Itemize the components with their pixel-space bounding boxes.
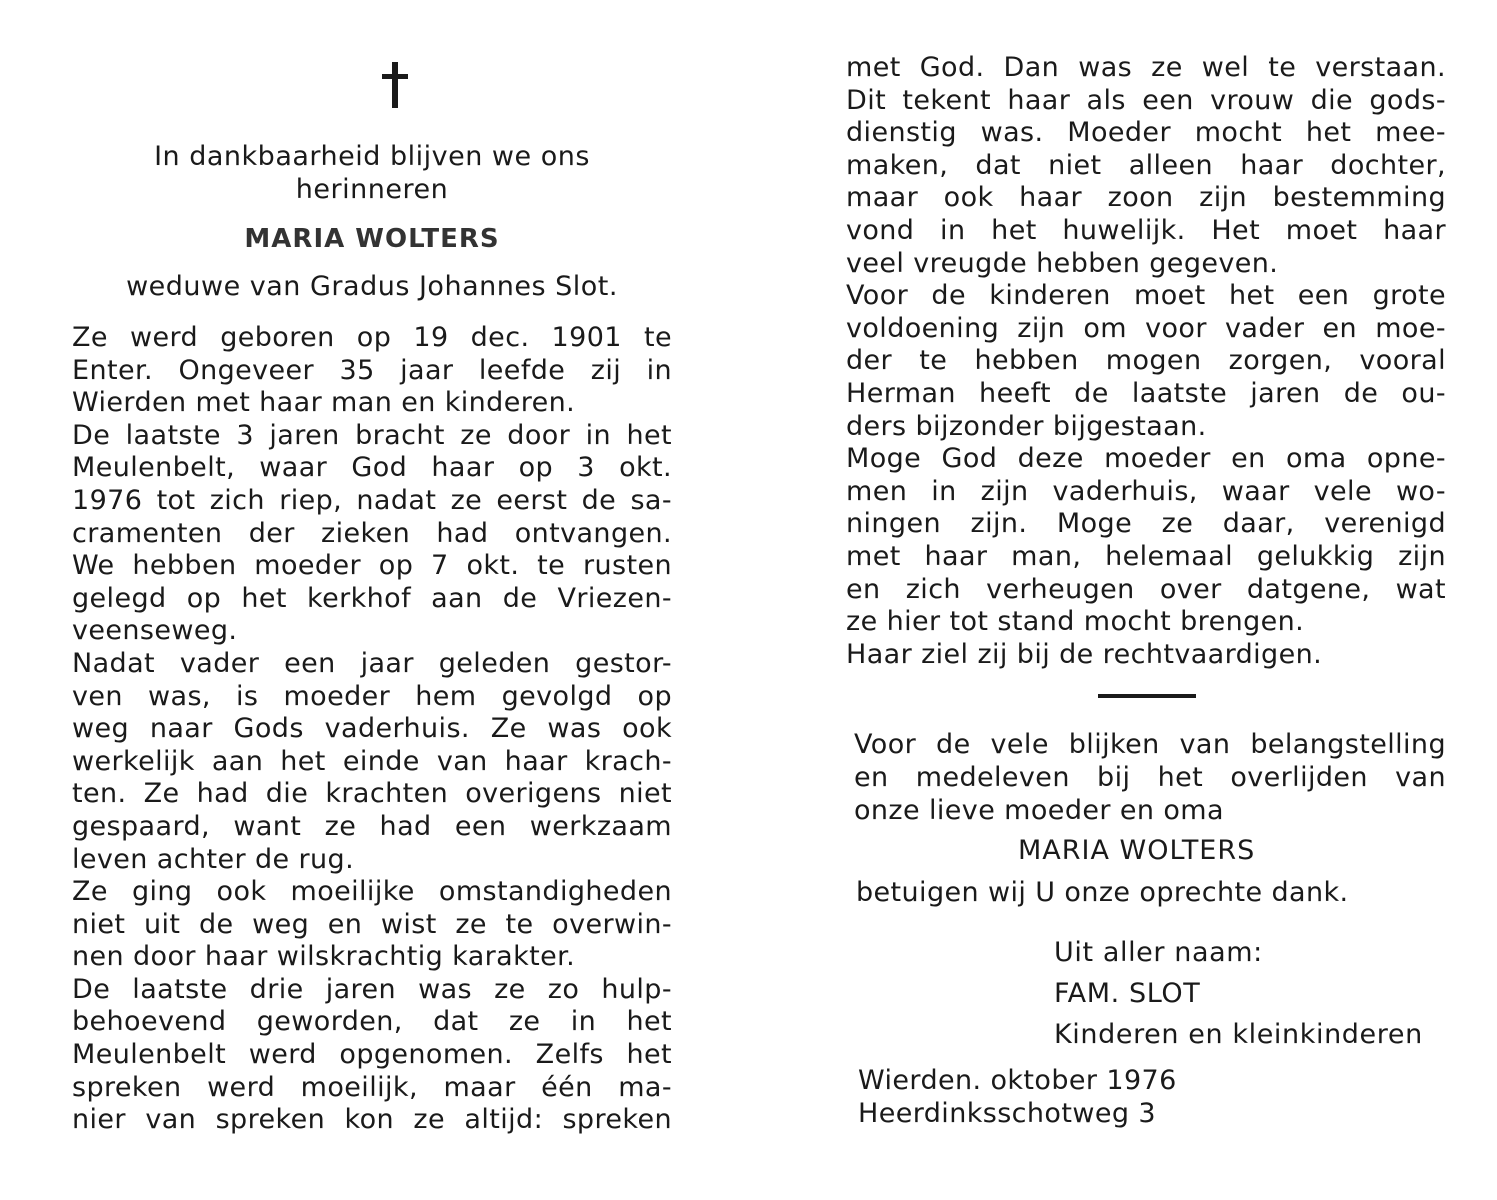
text-line: met God. Dan was ze wel te verstaan. <box>846 52 1446 83</box>
text-line: niet uit de weg en wist ze te overwin- <box>72 908 672 940</box>
cross-horizontal-bar <box>382 74 408 79</box>
paragraph <box>846 639 1446 672</box>
left-column <box>72 0 672 1200</box>
text-line: Voor de kinderen moet het een grote <box>846 280 1446 312</box>
text-line: behoevend geworden, dat ze in het <box>72 1006 672 1038</box>
text-line: De laatste 3 jaren bracht ze door in het <box>72 419 672 451</box>
text-line: en medeleven bij het overlijden van <box>854 762 1446 793</box>
left-body-text <box>72 322 672 1137</box>
text-line: ten. Ze had die krachten overigens niet <box>72 778 672 810</box>
text-line: maar ook haar zoon zijn bestemming <box>846 182 1446 214</box>
right-body-text <box>846 52 1446 671</box>
intro-text <box>72 140 672 206</box>
paragraph <box>846 52 1446 280</box>
text-line: 1976 tot zich riep, nadat ze eerst de sa- <box>72 484 672 516</box>
text-line: Dit tekent haar als een vrouw die gods- <box>846 84 1446 116</box>
text-line: De laatste drie jaren was ze zo hulp- <box>72 973 672 1005</box>
text-line: Meulenbelt, waar God haar op 3 okt. <box>72 452 672 484</box>
widow-of-line: weduwe van Gradus Johannes Slot. <box>126 271 618 302</box>
paragraph <box>846 443 1446 639</box>
text-line: Enter. Ongeveer 35 jaar leefde zij in <box>72 354 672 386</box>
text-line: cramenten der zieken had ontvangen. <box>72 517 672 549</box>
place-date: Wierden. oktober 1976 <box>858 1065 1177 1096</box>
paragraph <box>72 322 672 420</box>
text-line: leven achter de rug. <box>72 843 355 875</box>
text-line: maken, dat niet alleen haar dochter, <box>846 149 1446 181</box>
text-line: Wierden met haar man en kinderen. <box>72 387 576 419</box>
text-line: We hebben moeder op 7 okt. te rusten <box>72 550 672 582</box>
text-line: en zich verheugen over datgene, wat <box>846 573 1446 605</box>
paragraph <box>846 280 1446 443</box>
text-line: werkelijk aan het einde van haar krach- <box>72 745 672 777</box>
signature-line: Uit aller naam: <box>1054 937 1263 968</box>
text-line: onze lieve moeder en oma <box>854 795 1224 826</box>
thanks-deceased-name: MARIA WOLTERS <box>1018 835 1256 866</box>
cross-icon <box>382 62 408 108</box>
text-line: veel vreugde hebben gegeven. <box>846 247 1279 279</box>
address: Heerdinksschotweg 3 <box>858 1098 1156 1129</box>
text-line: ven was, is moeder hem gevolgd op <box>72 680 672 712</box>
divider-line <box>1098 694 1196 698</box>
cross-vertical-bar <box>392 62 398 108</box>
text-line: gelegd op het kerkhof aan de Vriezen- <box>72 582 672 614</box>
text-line: nier van spreken kon ze altijd: spreken <box>72 1104 672 1136</box>
text-line: Herman heeft de laatste jaren de ou- <box>846 377 1446 409</box>
text-line: Ze ging ook moeilijke omstandigheden <box>72 876 672 908</box>
text-line: men in zijn vaderhuis, waar vele wo- <box>846 475 1446 507</box>
family-name: FAM. SLOT <box>1054 978 1201 1009</box>
text-line: dienstig was. Moeder mocht het mee- <box>846 117 1446 149</box>
text-line: spreken werd moeilijk, maar één ma- <box>72 1071 672 1103</box>
right-column <box>846 0 1446 1200</box>
text-line: der te hebben mogen zorgen, vooral <box>846 345 1446 377</box>
text-line: Haar ziel zij bij de rechtvaardigen. <box>846 638 1323 670</box>
text-line: Meulenbelt werd opgenomen. Zelfs het <box>72 1039 672 1071</box>
text-line: vond in het huwelijk. Het moet haar <box>846 214 1446 246</box>
text-line: met haar man, helemaal gelukkig zijn <box>846 540 1446 572</box>
text-line: Voor de vele blijken van belangstelling <box>854 729 1446 760</box>
text-line: gespaard, want ze had een werkzaam <box>72 810 672 842</box>
intro-line: herinneren <box>295 174 449 205</box>
thanks-text <box>854 728 1446 827</box>
place-date-block <box>858 1064 1177 1130</box>
paragraph <box>72 974 672 1137</box>
text-line: ze hier tot stand mocht brengen. <box>846 606 1305 638</box>
text-line: voldoening zijn om voor vader en moe- <box>846 312 1446 344</box>
text-line: nen door haar wilskrachtig karakter. <box>72 941 576 973</box>
deceased-name: MARIA WOLTERS <box>244 224 500 254</box>
signature-block <box>1054 932 1423 1055</box>
intro-line: In dankbaarheid blijven we ons <box>154 141 590 172</box>
text-line: ders bijzonder bijgestaan. <box>846 410 1207 442</box>
text-line: ningen zijn. Moge ze daar, verenigd <box>846 508 1446 540</box>
text-line: Nadat vader een jaar geleden gestor- <box>72 647 672 679</box>
text-line: weg naar Gods vaderhuis. Ze was ook <box>72 713 672 745</box>
text-line: veenseweg. <box>72 615 238 647</box>
paragraph <box>72 420 672 648</box>
paragraph <box>72 648 672 876</box>
text-line: Moge God deze moeder en oma opne- <box>846 443 1446 475</box>
paragraph <box>72 876 672 974</box>
thanks-closing: betuigen wij U onze oprechte dank. <box>856 877 1349 908</box>
signature-line: Kinderen en kleinkinderen <box>1054 1019 1423 1050</box>
text-line: Ze werd geboren op 19 dec. 1901 te <box>72 322 672 353</box>
